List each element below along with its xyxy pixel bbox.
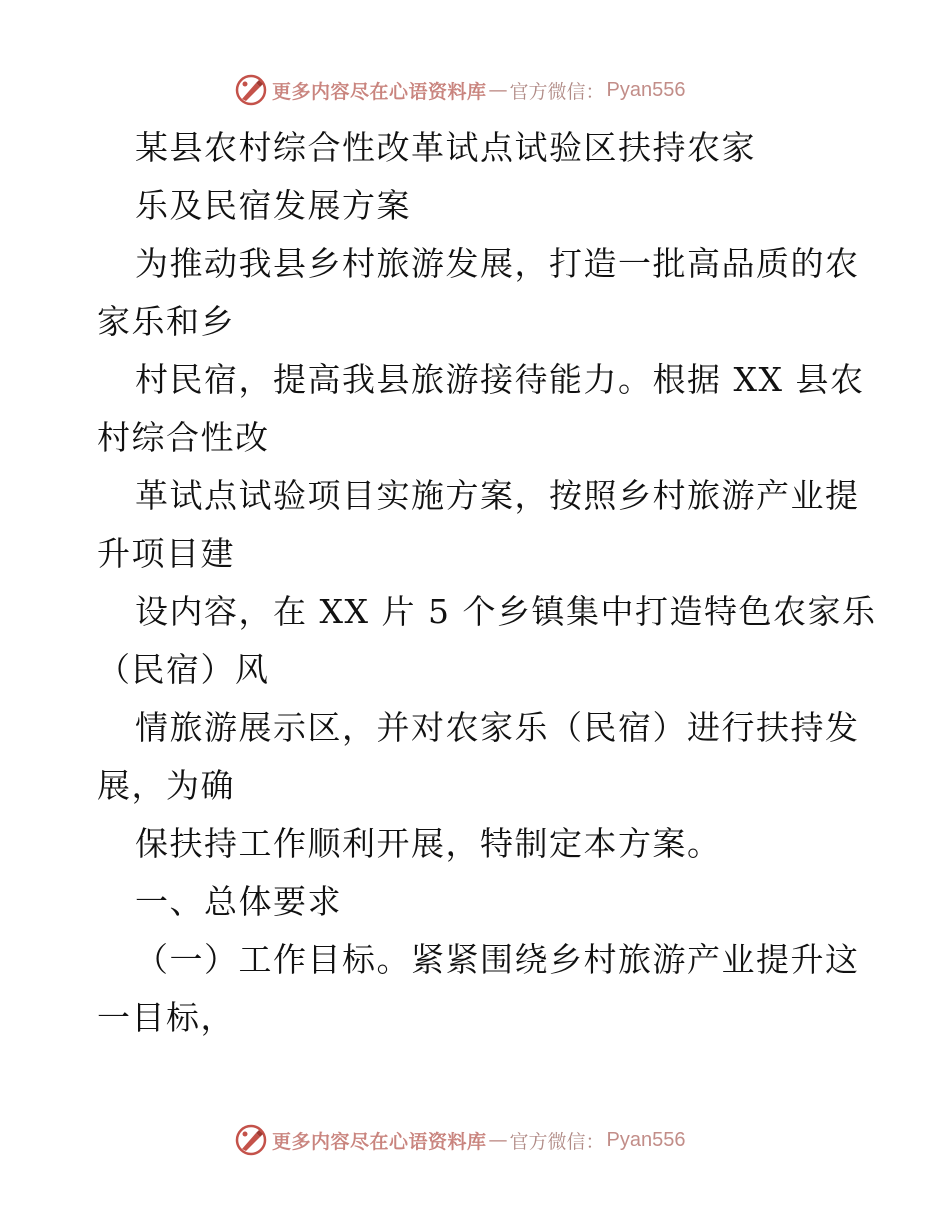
paragraph-line: （一）工作目标。紧紧围绕乡村旅游产业提升这 xyxy=(135,940,860,979)
watermark-separator: — xyxy=(488,1129,508,1151)
footer-watermark xyxy=(234,1122,686,1158)
document-title-line-1: 某县农村综合性改革试点试验区扶持农家 xyxy=(135,128,756,167)
paragraph-line: 保扶持工作顺利开展，特制定本方案。 xyxy=(135,824,722,863)
paragraph-line: 展，为确 xyxy=(97,766,235,805)
paragraph-line: 一目标， xyxy=(97,998,235,1037)
document-title-line-2: 乐及民宿发展方案 xyxy=(135,186,411,225)
watermark-wechat-label: 官方微信： xyxy=(509,1130,605,1153)
watermark-handle: Pyan556 xyxy=(606,78,686,101)
watermark-handle: Pyan556 xyxy=(606,1128,686,1151)
pen-logo-icon xyxy=(234,1123,268,1157)
watermark-wechat-label: 官方微信： xyxy=(509,80,605,103)
watermark-brand: 更多内容尽在心语资料库 xyxy=(272,80,487,103)
paragraph-line: 为推动我县乡村旅游发展，打造一批高品质的农 xyxy=(135,244,860,283)
section-heading: 一、总体要求 xyxy=(135,882,342,921)
header-watermark xyxy=(234,72,686,108)
watermark-brand: 更多内容尽在心语资料库 xyxy=(272,1130,487,1153)
paragraph-line: 设内容，在 XX 片 5 个乡镇集中打造特色农家乐 xyxy=(135,592,877,631)
paragraph-line: 升项目建 xyxy=(97,534,235,573)
document-body xyxy=(97,119,877,1047)
paragraph-line: 革试点试验项目实施方案，按照乡村旅游产业提 xyxy=(135,476,860,515)
pen-logo-icon xyxy=(234,73,268,107)
paragraph-line: 村综合性改 xyxy=(97,418,270,457)
paragraph-line: 情旅游展示区，并对农家乐（民宿）进行扶持发 xyxy=(135,708,860,747)
paragraph-line: （民宿）风 xyxy=(97,650,270,689)
watermark-separator: — xyxy=(488,79,508,101)
paragraph-line: 村民宿，提高我县旅游接待能力。根据 XX 县农 xyxy=(135,360,865,399)
paragraph-line: 家乐和乡 xyxy=(97,302,235,341)
